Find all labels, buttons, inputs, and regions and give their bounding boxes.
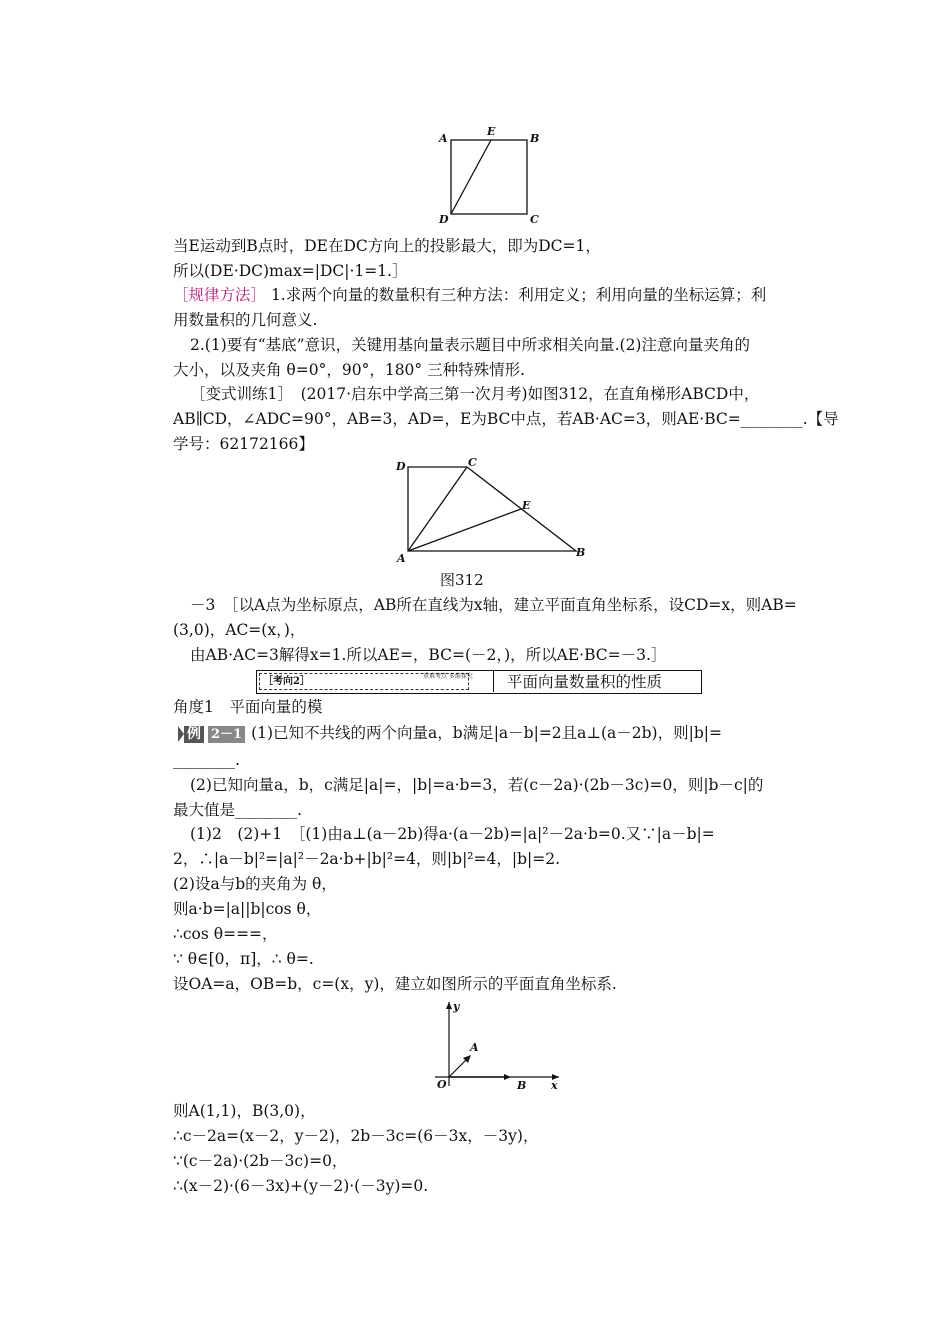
trapezoid-figure bbox=[392, 455, 592, 567]
text-line: 2.(1)要有“基底”意识，关键用基向量表示题目中所求相关向量.(2)注意向量夹角的 bbox=[190, 336, 750, 354]
text-line: 当E运动到B点时，DE在DC方向上的投影最大，即为DC=1， bbox=[173, 237, 601, 255]
text-line: (1)2 (2)+1 ［(1)由a⊥(a－2b)得a·(a－2b)=|a|²－2a·b=0.又∵|a－b|= bbox=[190, 825, 715, 843]
text-line: (3,0)，AC=(x，)， bbox=[173, 621, 306, 639]
text-line: －3 ［以A点为坐标原点，AB所在直线为x轴，建立平面直角坐标系，设CD=x，则AB= bbox=[190, 596, 797, 614]
label-E: E bbox=[487, 125, 496, 138]
text-line: 学号：62172166】 bbox=[173, 435, 314, 453]
label-D: D bbox=[439, 213, 449, 226]
text-line: ________. bbox=[173, 751, 240, 769]
coordinate-figure bbox=[425, 996, 565, 1090]
text-line: ∵(c－2a)·(2b－3c)=0， bbox=[173, 1152, 348, 1170]
example-tag: 例 bbox=[184, 726, 204, 743]
text-span: (1)已知不共线的两个向量a，b满足|a－b|=2且a⊥(a－2b)，则|b|= bbox=[251, 724, 722, 742]
label-A: A bbox=[439, 132, 448, 145]
section-subtag: 重难考点 多维探究 bbox=[423, 673, 473, 680]
text-line: ∴(x－2)·(6－3x)+(y－2)·(－3y)=0. bbox=[173, 1177, 429, 1195]
text-line: 则A(1,1)，B(3,0)， bbox=[173, 1102, 316, 1120]
label-B: B bbox=[576, 546, 586, 559]
text-line: 大小，以及夹角 θ=0°，90°，180° 三种特殊情形. bbox=[173, 361, 526, 379]
text-line: AB∥CD，∠ADC=90°，AB=3，AD=，E为BC中点，若AB·AC=3，则AE·BC=________.【导 bbox=[173, 410, 839, 428]
label-D: D bbox=[396, 460, 406, 473]
angle-heading: 角度1 平面向量的模 bbox=[173, 698, 323, 716]
text-line: ∴c－2a=(x－2，y－2)，2b－3c=(6－3x，－3y)， bbox=[173, 1127, 539, 1145]
label-C: C bbox=[530, 213, 539, 226]
section-tag: ［考向2］ bbox=[259, 673, 469, 690]
label-E: E bbox=[522, 499, 531, 512]
text-line bbox=[173, 285, 766, 305]
text-line: 2，∴|a－b|²=|a|²－2a·b+|b|²=4，则|b|²=4，|b|=2. bbox=[173, 850, 561, 868]
section-title: 平面向量数量积的性质 bbox=[507, 673, 663, 691]
figure-caption: 图312 bbox=[440, 571, 484, 589]
label-B: B bbox=[530, 132, 540, 145]
text-line: 用数量积的几何意义. bbox=[173, 311, 318, 329]
text-line: (2)已知向量a，b，c满足|a|=，|b|=a·b=3，若(c－2a)·(2b－3c)=0，则|b－c|的 bbox=[190, 776, 764, 794]
text-line: 最大值是________. bbox=[173, 801, 302, 819]
label-y: y bbox=[453, 1000, 460, 1013]
text-span: 1.求两个向量的数量积有三种方法：利用定义；利用向量的坐标运算；利 bbox=[266, 286, 767, 304]
text-line: 所以(DE·DC)max=|DC|·1=1.］ bbox=[173, 262, 408, 280]
example-number: 2－1 bbox=[208, 726, 245, 743]
rule-method-tag: ［规律方法］ bbox=[173, 286, 267, 304]
divider bbox=[493, 671, 494, 692]
label-A: A bbox=[470, 1041, 479, 1054]
label-x: x bbox=[551, 1079, 558, 1090]
text-line: ［变式训练1］ (2017·启东中学高三第一次月考)如图312，在直角梯形ABCD中， bbox=[190, 385, 760, 403]
label-A: A bbox=[397, 552, 406, 565]
text-line: ∵ θ∈[0，π]，∴ θ=. bbox=[173, 950, 314, 968]
text-line: 设OA=a，OB=b，c=(x，y)，建立如图所示的平面直角坐标系. bbox=[173, 975, 617, 993]
example-line bbox=[178, 723, 722, 743]
section-header-box bbox=[256, 670, 702, 694]
label-C: C bbox=[468, 456, 477, 469]
text-line: 则a·b=|a||b|cos θ， bbox=[173, 900, 322, 918]
text-line: 由AB·AC=3解得x=1.所以AE=，BC=(－2，)，所以AE·BC=－3.］ bbox=[190, 646, 667, 664]
label-O: O bbox=[437, 1078, 447, 1090]
text-line: (2)设a与b的夹角为 θ， bbox=[173, 875, 337, 893]
label-B: B bbox=[517, 1079, 527, 1090]
square-figure bbox=[430, 120, 550, 230]
text-line: ∴cos θ===， bbox=[173, 925, 278, 943]
